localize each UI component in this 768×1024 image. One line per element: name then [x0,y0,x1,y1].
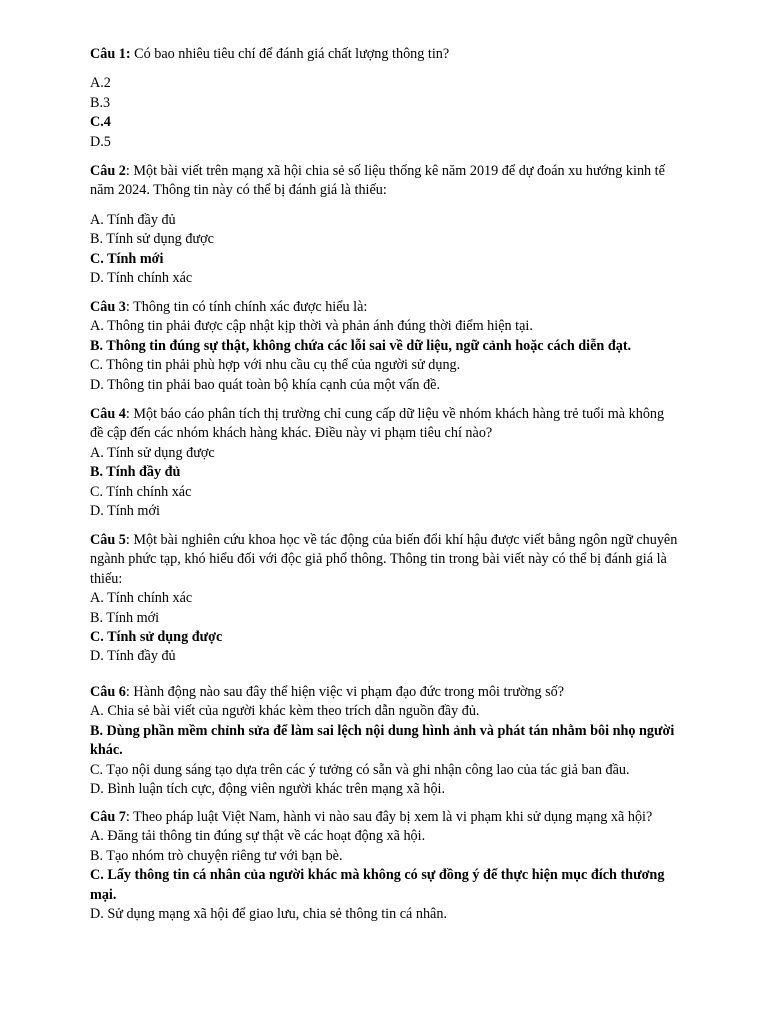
question-6-option-c: C. Tạo nội dung sáng tạo dựa trên các ý tưởng có sẵn và ghi nhận công lao của tác giả ban đầu. [90,761,630,778]
question-3-text: Câu 3: Thông tin có tính chính xác được hiểu là: [90,299,368,315]
question-4 [90,405,680,521]
question-2 [90,162,680,288]
question-1-option-a: A.2 [90,75,111,92]
question-7-option-b: B. Tạo nhóm trò chuyện riêng tư với bạn bè. [90,847,343,864]
question-6 [90,683,680,799]
question-5-option-d: D. Tính đầy đủ [90,648,176,665]
question-5-option-c: C. Tính sử dụng được [90,629,223,646]
question-6-option-d: D. Bình luận tích cực, động viên người khác trên mạng xã hội. [90,781,446,798]
question-1-label: Câu 1: [90,46,131,62]
question-5 [90,531,680,667]
question-7-label: Câu 7 [90,809,126,825]
question-4-option-d: D. Tính mới [90,503,160,520]
question-6-option-a: A. Chia sẻ bài viết của người khác kèm theo trích dẫn nguồn đầy đủ. [90,703,480,720]
question-5-option-a: A. Tính chính xác [90,590,193,607]
question-2-option-c: C. Tính mới [90,250,164,267]
question-1 [90,45,680,152]
question-2-option-b: B. Tính sử dụng được [90,231,214,248]
question-7-text: Câu 7: Theo pháp luật Việt Nam, hành vi nào sau đây bị xem là vi phạm khi sử dụng mạng xã hội? [90,809,653,825]
question-6-text: Câu 6: Hành động nào sau đây thể hiện việc vi phạm đạo đức trong môi trường số? [90,684,565,700]
question-4-option-a: A. Tính sử dụng được [90,444,215,461]
question-3-option-c: C. Thông tin phải phù hợp với nhu cầu cụ thể của người sử dụng. [90,357,461,374]
question-3 [90,298,680,395]
question-7-option-a: A. Đăng tải thông tin đúng sự thật về các hoạt động xã hội. [90,828,426,845]
question-5-label: Câu 5 [90,532,126,548]
question-2-text: Câu 2: Một bài viết trên mạng xã hội chia sẻ số liệu thống kê năm 2019 để dự đoán xu hướng kinh tế năm 2024. Thông tin này có thể bị đánh giá là thiếu: [90,163,665,199]
question-1-option-d: D.5 [90,133,111,150]
question-7-option-c: C. Lấy thông tin cá nhân của người khác mà không có sự đồng ý để thực hiện mục đích thương mại. [90,867,665,903]
question-5-text: Câu 5: Một bài nghiên cứu khoa học về tác động của biến đổi khí hậu được viết bằng ngôn ngữ chuyên ngành phức tạp, khó hiểu đối với độc giả phổ thông. Thông tin trong bài viết này có thể bị đánh giá là thiếu: [90,532,678,587]
question-6-label: Câu 6 [90,684,126,700]
question-1-option-c: C.4 [90,114,111,131]
question-4-option-c: C. Tính chính xác [90,483,192,500]
question-4-label: Câu 4 [90,406,126,422]
question-3-option-a: A. Thông tin phải được cập nhật kịp thời và phản ánh đúng thời điểm hiện tại. [90,318,533,335]
question-5-option-b: B. Tính mới [90,609,160,626]
question-7 [90,808,680,924]
question-4-text: Câu 4: Một báo cáo phân tích thị trường chỉ cung cấp dữ liệu về nhóm khách hàng trẻ tuổi mà không đề cập đến các nhóm khách hàng khác. Điều này vi phạm tiêu chí nào? [90,406,665,442]
question-2-option-a: A. Tính đầy đủ [90,211,176,228]
question-2-option-d: D. Tính chính xác [90,270,193,287]
question-3-option-d: D. Thông tin phải bao quát toàn bộ khía cạnh của một vấn đề. [90,376,441,393]
question-6-option-b: B. Dùng phần mềm chỉnh sửa để làm sai lệch nội dung hình ảnh và phát tán nhằm bôi nhọ người khác. [90,722,675,759]
question-2-label: Câu 2 [90,163,126,179]
question-7-option-d: D. Sử dụng mạng xã hội để giao lưu, chia sẻ thông tin cá nhân. [90,906,447,923]
question-1-option-b: B.3 [90,94,111,111]
question-1-text: Câu 1: Có bao nhiêu tiêu chí để đánh giá chất lượng thông tin? [90,46,450,62]
question-3-option-b: B. Thông tin đúng sự thật, không chứa các lỗi sai về dữ liệu, ngữ cảnh hoặc cách diễn đạt. [90,337,632,354]
question-4-option-b: B. Tính đầy đủ [90,464,181,481]
question-3-label: Câu 3 [90,299,126,315]
